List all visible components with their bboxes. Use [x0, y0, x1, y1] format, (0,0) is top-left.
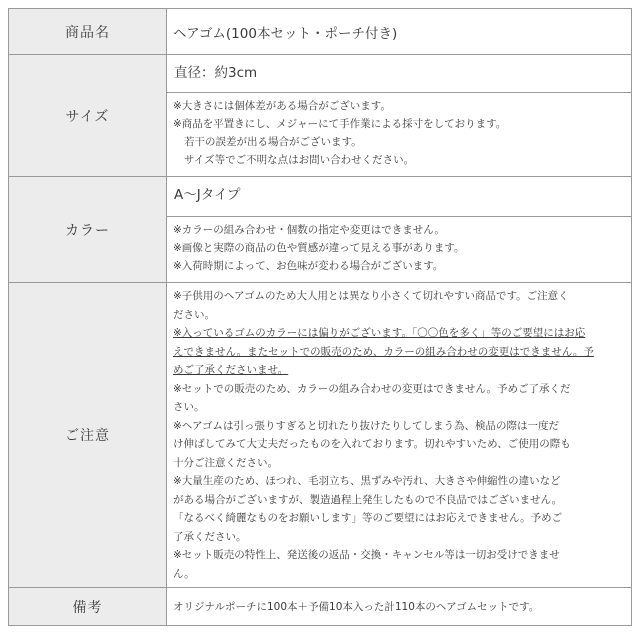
caution-note-line: めご了承くださいませ。	[173, 364, 289, 376]
caution-note-line: ※子供用のヘアゴムのため大人用とは異なり小さくて切れやすい商品です。ご注意く	[173, 290, 569, 302]
color-note-line: ※カラーの組み合わせ・個数の指定や変更はできません。	[173, 224, 445, 236]
size-value: 直径：約3cm	[167, 55, 632, 93]
caution-note-line: ※セット販売の特性上、発送後の返品・交換・キャンセル等は一切お受けできませ	[173, 549, 560, 561]
caution-note-line: がある場合がございますが、製造過程上発生したもので不良品ではございません。	[173, 493, 563, 506]
caution-note-line: 「なるべく綺麗なものをお願いします」等のご要望にはお応えできません。予めご	[173, 512, 563, 524]
size-note-line: 若干の誤差が出る場合がございます。	[184, 136, 362, 148]
size-note-line: サイズ等でご不明な点はお問い合わせください。	[184, 154, 415, 166]
caution-note-line: 了承ください。	[173, 530, 247, 543]
color-note-line: ※入荷時期によって、お色味が変わる場合がございます。	[173, 260, 444, 272]
product-name-row	[9, 9, 632, 55]
caution-notes	[167, 283, 632, 588]
size-note-line: ※商品を平置きにし、メジャーにて手作業による採寸をしております。	[173, 118, 507, 130]
caution-note-line: ※入っているゴムのカラーには偏りがございます。「〇〇色を多く」等のご要望にはお応	[173, 327, 586, 339]
caution-note-line: ださい。	[173, 308, 215, 321]
caution-note-line: えできません。またセットでの販売のため、カラーの組み合わせの変更はできません。予	[173, 345, 594, 358]
caution-note-line: さい。	[173, 401, 205, 413]
remarks-value: オリジナルポーチに100本＋予備10本入った計110本のヘアゴムセットです。	[167, 588, 632, 626]
caution-note-line: 十分ご注意ください。	[173, 456, 278, 469]
remarks-row	[9, 588, 632, 626]
size-label: サイズ	[9, 55, 167, 177]
caution-note-line: け伸ばしてみて大丈夫だったものを入れております。切れやすいため、ご使用の際も	[173, 438, 571, 450]
color-note-line: ※画像と実際の商品の色や質感が違って見える事があります。	[173, 242, 465, 254]
caution-label: ご注意	[9, 283, 167, 588]
size-note-line: ※大きさには個体差がある場合がございます。	[173, 100, 391, 112]
color-notes	[167, 217, 632, 283]
caution-note-line: ※セットでの販売のため、カラーの組み合わせの変更はできません。予めご了承くだ	[173, 382, 571, 395]
size-row	[9, 55, 632, 93]
product-name-value: ヘアゴム(100本セット・ポーチ付き)	[167, 9, 632, 55]
remarks-label: 備考	[9, 588, 167, 626]
size-notes	[167, 93, 632, 177]
caution-row	[9, 283, 632, 588]
color-value: A～Jタイプ	[167, 177, 632, 217]
product-spec-table	[8, 8, 632, 626]
caution-note-line: ん。	[173, 567, 195, 580]
caution-note-line: ※ヘアゴムは引っ張りすぎると切れたり抜けたりしてしまう為、検品の際は一度だ	[173, 419, 559, 432]
color-label: カラー	[9, 177, 167, 283]
caution-note-line: ※大量生産のため、ほつれ、毛羽立ち、黒ずみや汚れ、大きさや伸縮性の違いなど	[173, 475, 561, 487]
product-name-label: 商品名	[9, 9, 167, 55]
color-row	[9, 177, 632, 217]
